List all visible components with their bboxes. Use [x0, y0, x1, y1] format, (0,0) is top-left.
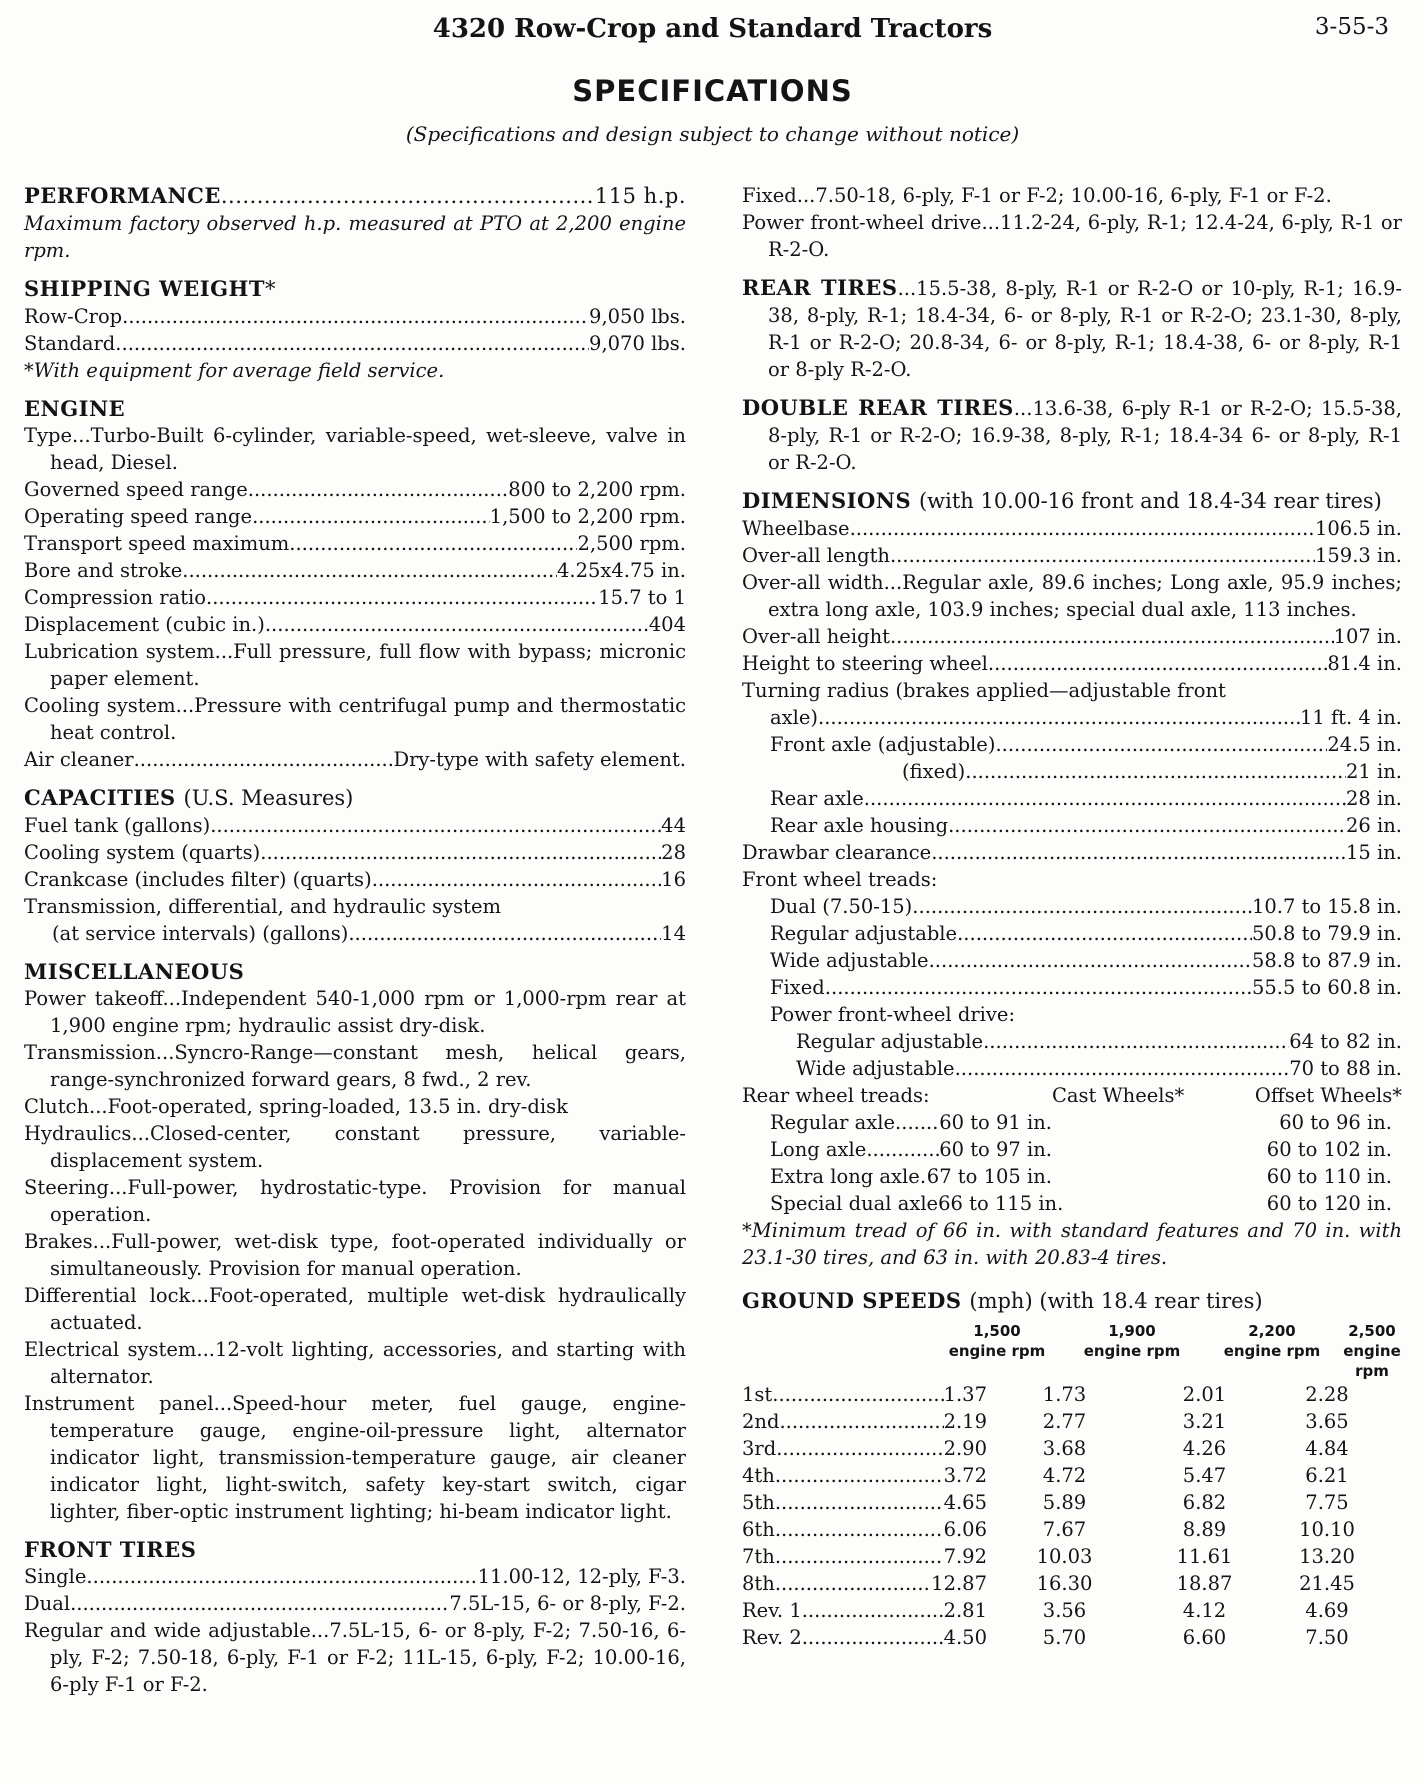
- front-tires-regular: Regular and wide adjustable...7.5L-15, 6- or 8-ply, F-2; 7.50-16, 6-ply, F-2; 7.50-18, 6-ply, F-1 or F-2; 11L-15, 6-ply, F-2; 10.00-16, 6-ply F-1 or F-2.: [24, 1619, 686, 1696]
- speed-value: 3.21: [1182, 1410, 1227, 1433]
- front-tires-fixed: Fixed...7.50-18, 6-ply, F-1 or F-2; 10.00-16, 6-ply, F-1 or F-2.: [742, 184, 1332, 207]
- gear-label: 4th: [742, 1464, 775, 1487]
- gear-label: 8th: [742, 1572, 775, 1595]
- ground-speeds-table: [742, 1381, 1402, 1651]
- speed-value: 10.10: [1299, 1518, 1355, 1541]
- speed-value: 3.65: [1305, 1410, 1349, 1433]
- speed-value: 4.12: [1182, 1599, 1227, 1622]
- performance-value: 115 h.p.: [594, 184, 686, 208]
- spec-row: Operating speed range ..... 1,500 to 2,200 rpm.: [24, 503, 686, 530]
- speed-value: 21.45: [1299, 1572, 1355, 1595]
- ground-speed-row: [742, 1435, 1402, 1462]
- spec-row: Over-all height ..... 107 in.: [742, 623, 1402, 650]
- misc-item: Power takeoff...Independent 540-1,000 rpm or 1,000-rpm rear at 1,900 engine rpm; hydraulic assist dry-disk.: [24, 987, 686, 1037]
- turning-radius-label: Turning radius (brakes applied—adjustable front: [742, 679, 1226, 702]
- speed-value: 12.87: [931, 1572, 987, 1595]
- gear-label: Rev. 2: [742, 1626, 802, 1649]
- front-tires-power-front: Power front-wheel drive...11.2-24, 6-ply, R-1; 12.4-24, 6-ply, R-1 or R-2-O.: [742, 211, 1402, 261]
- miscellaneous-heading: MISCELLANEOUS: [24, 959, 245, 984]
- engine-heading: ENGINE: [24, 396, 126, 421]
- spec-row: Wheelbase ..... 106.5 in.: [742, 515, 1402, 542]
- performance-note: Maximum factory observed h.p. measured at PTO at 2,200 engine rpm.: [24, 212, 686, 262]
- spec-row: (at service intervals) (gallons) ..... 14: [24, 920, 686, 947]
- misc-item: Differential lock...Foot-operated, multiple wet-disk hydraulically actuated.: [24, 1284, 686, 1334]
- ground-speed-row: [742, 1516, 1402, 1543]
- left-column: [24, 182, 686, 1698]
- gear-label: 2nd: [742, 1410, 780, 1433]
- performance-heading: PERFORMANCE: [24, 183, 221, 208]
- misc-item: Brakes...Full-power, wet-disk type, foot-operated individually or simultaneously. Provision for manual operation.: [24, 1230, 686, 1280]
- speed-value: 1.73: [1042, 1383, 1087, 1406]
- speed-value: 6.60: [1182, 1626, 1227, 1649]
- misc-item: Instrument panel...Speed-hour meter, fuel gauge, engine-temperature gauge, engine-oil-pressure light, alternator indicator light, transmission-temperature gauge, air cleaner indicator light, light-switch, safety key-start switch, cigar lighter, fiber-optic instrument lighting; hi-beam indicator light.: [24, 1392, 686, 1523]
- speed-value: 4.84: [1305, 1437, 1349, 1460]
- spec-row: Drawbar clearance ..... 15 in.: [742, 839, 1402, 866]
- spec-row: Row-Crop ..... 9,050 lbs.: [24, 303, 686, 330]
- spec-row: Regular adjustable ..... 50.8 to 79.9 in.: [742, 920, 1402, 947]
- spec-row: axle) ..... 11 ft. 4 in.: [742, 704, 1402, 731]
- front-tires-heading: FRONT TIRES: [24, 1537, 197, 1562]
- gear-label: 7th: [742, 1545, 775, 1568]
- lubrication-system: Lubrication system...Full pressure, full flow with bypass; micronic paper element.: [24, 640, 686, 690]
- speed-value: 6.82: [1182, 1491, 1227, 1514]
- spec-row: Height to steering wheel ..... 81.4 in.: [742, 650, 1402, 677]
- speed-value: 6.06: [943, 1518, 987, 1541]
- spec-row: Dual ..... 7.5L-15, 6- or 8-ply, F-2.: [24, 1590, 686, 1617]
- spec-row: Governed speed range ..... 800 to 2,200 rpm.: [24, 476, 686, 503]
- page-subtitle: (Specifications and design subject to change without notice): [405, 122, 1020, 146]
- spec-row: Front axle (adjustable) ..... 24.5 in.: [742, 731, 1402, 758]
- speed-value: 6.21: [1305, 1464, 1349, 1487]
- ground-speed-row: [742, 1381, 1402, 1408]
- overall-width: Over-all width...Regular axle, 89.6 inches; Long axle, 95.9 inches; extra long axle, 103.9 inches; special dual axle, 113 inches.: [742, 571, 1402, 621]
- spec-row: Rear axle ..... 28 in.: [742, 785, 1402, 812]
- speed-value: 2.28: [1305, 1383, 1349, 1406]
- speed-value: 7.50: [1305, 1626, 1349, 1649]
- gear-label: 3rd: [742, 1437, 777, 1460]
- front-wheel-treads-heading: Front wheel treads:: [742, 868, 938, 891]
- spec-row: Wide adjustable ..... 58.8 to 87.9 in.: [742, 947, 1402, 974]
- rear-treads-header: Rear wheel treads: Cast Wheels* Offset Wheels*: [742, 1084, 1402, 1107]
- spec-row: Fixed ..... 55.5 to 60.8 in.: [742, 974, 1402, 1001]
- misc-item: Steering...Full-power, hydrostatic-type. Provision for manual operation.: [24, 1176, 686, 1226]
- misc-item: Clutch...Foot-operated, spring-loaded, 13.5 in. dry-disk: [24, 1095, 568, 1118]
- page-number: 3-55-3: [1314, 14, 1389, 40]
- capacities-heading: CAPACITIES (U.S. Measures): [24, 785, 354, 810]
- speed-value: 3.68: [1042, 1437, 1087, 1460]
- rear-tread-row: Extra long axle ..... 67 to 105 in. 60 to 110 in.: [742, 1163, 1402, 1190]
- speed-value: 1.37: [943, 1383, 987, 1406]
- engine-type: Type...Turbo-Built 6-cylinder, variable-speed, wet-sleeve, valve in head, Diesel.: [24, 424, 686, 474]
- speed-value: 4.69: [1305, 1599, 1349, 1622]
- rear-tread-row: Regular axle ..... 60 to 91 in. 60 to 96 in.: [742, 1109, 1402, 1136]
- rear-tread-row: Special dual axle 66 to 115 in. 60 to 120 in.: [770, 1192, 1392, 1215]
- rear-tires: REAR TIRES...15.5-38, 8-ply, R-1 or R-2-O or 10-ply, R-1; 16.9-38, 8-ply, R-1; 18.4-34, 6- or 8-ply, R-1 or R-2-O; 23.1-30, 8-ply, R-1 or R-2-O; 20.8-34, 6- or 8-ply, R-1; 18.4-38, 6- or 8-ply, R-1 or 8-ply R-2-O.: [742, 275, 1402, 381]
- shipping-weight-heading: SHIPPING WEIGHT*: [24, 276, 276, 301]
- gear-label: 1st: [742, 1383, 773, 1406]
- rear-tires-heading: REAR TIRES: [742, 275, 898, 300]
- speed-value: 2.77: [1042, 1410, 1087, 1433]
- speed-value: 7.92: [943, 1545, 987, 1568]
- spec-row: Compression ratio ..... 15.7 to 1: [24, 584, 686, 611]
- speed-value: 2.19: [943, 1410, 987, 1433]
- shipping-note: *With equipment for average field service.: [24, 359, 445, 382]
- page-header-title: 4320 Row-Crop and Standard Tractors: [432, 14, 993, 44]
- ground-speed-row: [742, 1462, 1402, 1489]
- ground-speed-row: [742, 1543, 1402, 1570]
- spec-row: (fixed) ..... 21 in.: [742, 758, 1402, 785]
- gear-label: 5th: [742, 1491, 775, 1514]
- cooling-system: Cooling system...Pressure with centrifugal pump and thermostatic heat control.: [24, 694, 686, 744]
- speed-value: 5.70: [1042, 1626, 1087, 1649]
- spec-row: Regular adjustable ..... 64 to 82 in.: [742, 1028, 1402, 1055]
- speed-value: 7.67: [1042, 1518, 1087, 1541]
- speed-value: 13.20: [1299, 1545, 1355, 1568]
- ground-speed-row: [742, 1570, 1402, 1597]
- spec-row: Transport speed maximum ..... 2,500 rpm.: [24, 530, 686, 557]
- page-title: SPECIFICATIONS: [572, 74, 853, 108]
- treads-footnote: *Minimum tread of 66 in. with standard features and 70 in. with 23.1-30 tires, and 63 in. with 20.83-4 tires.: [742, 1219, 1402, 1269]
- speed-value: 2.90: [943, 1437, 987, 1460]
- spec-row: Fuel tank (gallons) ..... 44: [24, 812, 686, 839]
- speed-value: 5.89: [1042, 1491, 1087, 1514]
- double-rear-tires-heading: DOUBLE REAR TIRES: [742, 395, 1014, 420]
- speed-value: 4.26: [1182, 1437, 1227, 1460]
- misc-item: Electrical system...12-volt lighting, accessories, and starting with alternator.: [24, 1338, 686, 1388]
- spec-row: Air cleaner ..... Dry-type with safety element.: [24, 746, 686, 773]
- gear-label: 6th: [742, 1518, 775, 1541]
- speed-value: 3.56: [1042, 1599, 1087, 1622]
- misc-item: Hydraulics...Closed-center, constant pressure, variable-displacement system.: [24, 1122, 686, 1172]
- speed-value: 4.50: [943, 1626, 987, 1649]
- spec-row: Wide adjustable ..... 70 to 88 in.: [742, 1055, 1402, 1082]
- speed-value: 10.03: [1036, 1545, 1093, 1568]
- speed-value: 4.65: [943, 1491, 987, 1514]
- speed-value: 2.81: [943, 1599, 987, 1622]
- speed-value: 5.47: [1182, 1464, 1227, 1487]
- spec-row: Standard ..... 9,070 lbs.: [24, 330, 686, 357]
- double-rear-tires: DOUBLE REAR TIRES...13.6-38, 6-ply R-1 or R-2-O; 15.5-38, 8-ply, R-1 or R-2-O; 16.9-38, 8-ply, R-1; 18.4-34 6- or 8-ply, R-1 or R-2-O.: [742, 395, 1402, 474]
- power-front-wheel-drive-heading: Power front-wheel drive:: [770, 1003, 1016, 1026]
- gear-label: Rev. 1: [742, 1599, 802, 1622]
- ground-speeds-column-headers: 1,500 engine rpm 1,900 engine rpm 2,200 engine rpm 2,500 engine rpm: [948, 1322, 1401, 1380]
- ground-speed-row: [742, 1408, 1402, 1435]
- speed-value: 7.75: [1305, 1491, 1349, 1514]
- ground-speed-row: [742, 1597, 1402, 1624]
- spec-row: Bore and stroke ..... 4.25x4.75 in.: [24, 557, 686, 584]
- spec-row: Crankcase (includes filter) (quarts) ..... 16: [24, 866, 686, 893]
- speed-value: 4.72: [1042, 1464, 1087, 1487]
- spec-row: Single ..... 11.00-12, 12-ply, F-3.: [24, 1563, 686, 1590]
- performance-heading-row: [24, 182, 686, 210]
- misc-item: Transmission...Syncro-Range—constant mesh, helical gears, range-synchronized forward gears, 8 fwd., 2 rev.: [24, 1041, 686, 1091]
- right-column: [742, 182, 1402, 1651]
- spec-row: Displacement (cubic in.) ..... 404: [24, 611, 686, 638]
- spec-row: Dual (7.50-15) ..... 10.7 to 15.8 in.: [742, 893, 1402, 920]
- ground-speeds-heading: GROUND SPEEDS (mph) (with 18.4 rear tires): [742, 1288, 1263, 1313]
- dimensions-heading: DIMENSIONS (with 10.00-16 front and 18.4-34 rear tires): [742, 488, 1382, 513]
- spec-row: Rear axle housing ..... 26 in.: [742, 812, 1402, 839]
- rear-tread-row: Long axle ..... 60 to 97 in. 60 to 102 in.: [742, 1136, 1402, 1163]
- spec-row: Cooling system (quarts) ..... 28: [24, 839, 686, 866]
- speed-value: 11.61: [1176, 1545, 1233, 1568]
- speed-value: 2.01: [1182, 1383, 1227, 1406]
- speed-value: 8.89: [1182, 1518, 1227, 1541]
- transmission-capacity-label: Transmission, differential, and hydraulic system: [24, 895, 501, 918]
- spec-row: Over-all length ..... 159.3 in.: [742, 542, 1402, 569]
- speed-value: 3.72: [943, 1464, 987, 1487]
- speed-value: 18.87: [1176, 1572, 1233, 1595]
- ground-speed-row: [742, 1489, 1402, 1516]
- ground-speed-row: [742, 1624, 1402, 1651]
- speed-value: 16.30: [1036, 1572, 1093, 1595]
